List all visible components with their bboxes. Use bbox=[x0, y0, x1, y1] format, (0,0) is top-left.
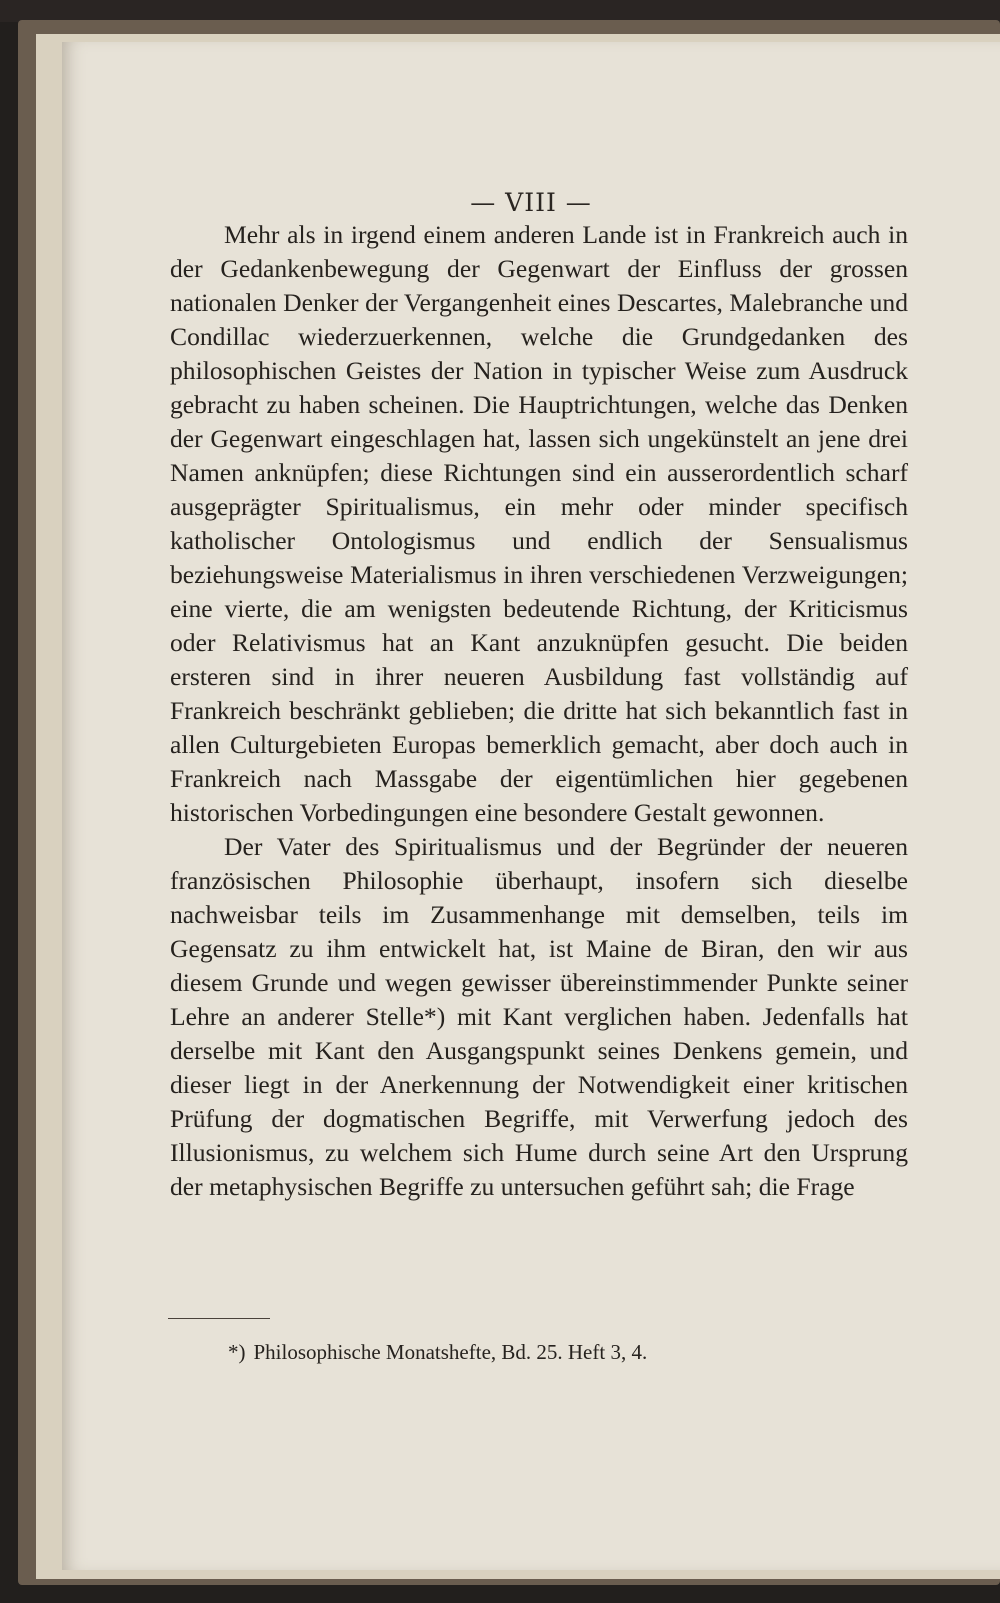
footnote bbox=[228, 1340, 647, 1365]
scanner-background bbox=[0, 0, 1000, 22]
body-text bbox=[170, 218, 908, 1204]
page-number-heading: — VIII — bbox=[470, 188, 592, 217]
paragraph-2: Der Vater des Spiritualismus und der Begründer der neueren französischen Philosophie überhaupt, insofern sich dieselbe nachweisbar teils im Zusammenhange mit demselben, teils im Gegensatz zu ihm entwickelt hat, ist Maine de Biran, den wir aus diesem Grunde und wegen gewisser übereinstimmender Punkte seiner Lehre an anderer Stelle*) mit Kant verglichen haben. Jedenfalls hat derselbe mit Kant den Ausgangspunkt seines Denkens gemein, und dieser liegt in der Anerkennung der Notwendigkeit einer kritischen Prüfung der dogmatischen Begriffe, mit Verwerfung jedoch des Illusionismus, zu welchem sich Hume durch seine Art den Ursprung der metaphysischen Begriffe zu untersuchen geführt sah; die Frage bbox=[170, 832, 908, 1201]
footnote-text: Philosophische Monatshefte, Bd. 25. Heft 3, 4. bbox=[253, 1340, 648, 1364]
footnote-marker: *) bbox=[228, 1340, 246, 1364]
footnote-separator bbox=[168, 1318, 270, 1319]
paragraph-1: Mehr als in irgend einem anderen Lande ist in Frankreich auch in der Gedankenbewegung der Gegenwart der Einfluss der grossen nationalen Denker der Vergangenheit eines Descartes, Malebranche und Condillac wiederzuerkennen, welche die Grundgedanken des philosophischen Geistes der Nation in typischer Weise zum Ausdruck gebracht zu haben scheinen. Die Hauptrichtungen, welche das Denken der Gegenwart eingeschlagen hat, lassen sich ungekünstelt an jene drei Namen anknüpfen; diese Richtungen sind ein ausserordentlich scharf ausgeprägter Spiritualismus, ein mehr oder minder specifisch katholischer Ontologismus und endlich der Sensualismus beziehungsweise Materialismus in ihren verschiedenen Verzweigungen; eine vierte, die am wenigsten bedeutende Richtung, der Kriticismus oder Relativismus hat an Kant anzuknüpfen gesucht. Die beiden ersteren sind in ihrer neueren Ausbildung fast vollständig auf Frankreich beschränkt geblieben; die dritte hat sich bekanntlich fast in allen Culturgebieten Europas bemerklich gemacht, aber doch auch in Frankreich nach Massgabe der eigentümlichen hier gegebenen historischen Vorbedingungen eine besondere Gestalt gewonnen. bbox=[170, 220, 908, 827]
